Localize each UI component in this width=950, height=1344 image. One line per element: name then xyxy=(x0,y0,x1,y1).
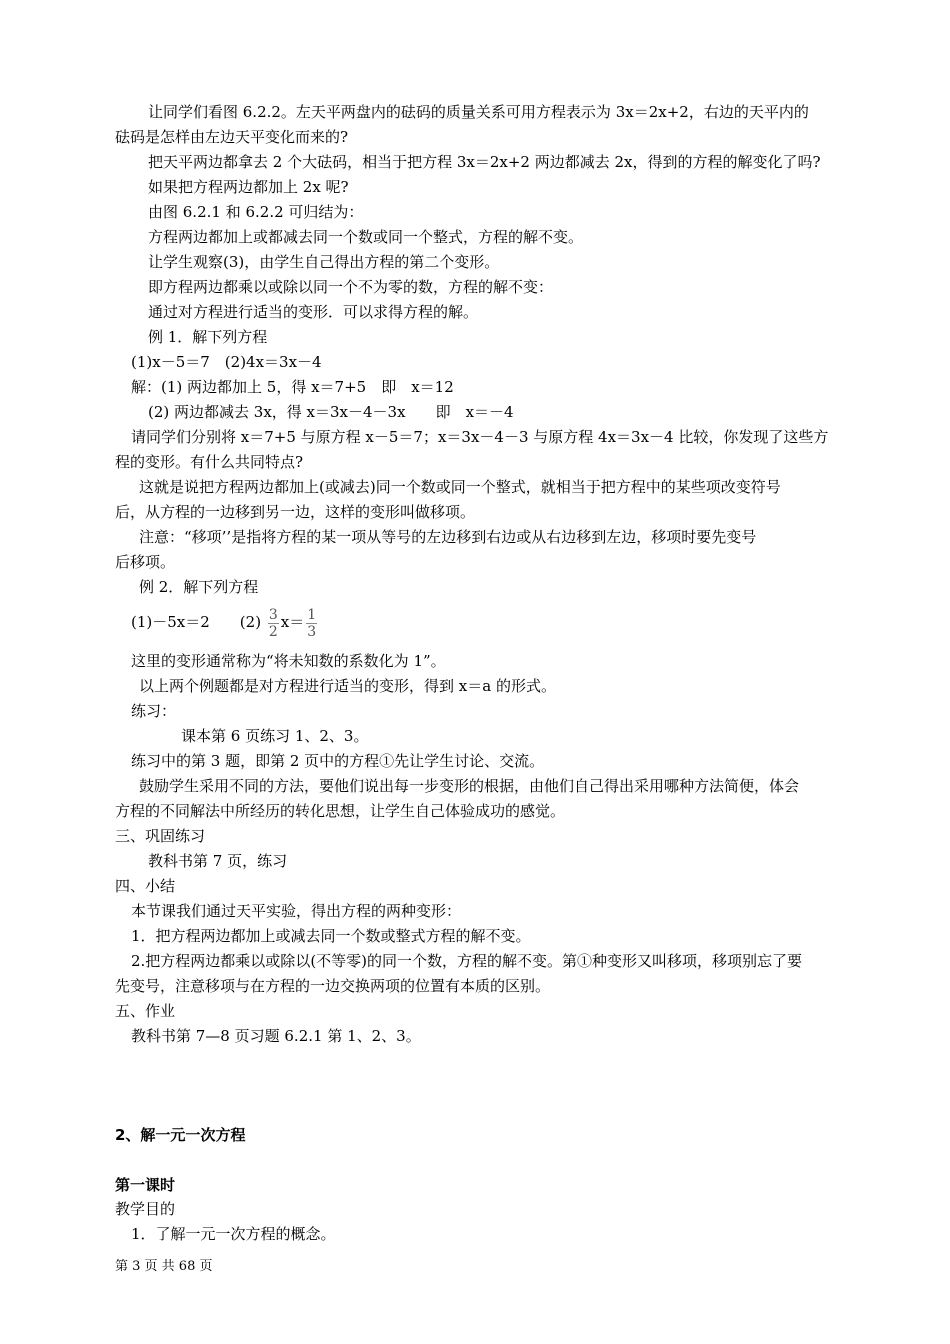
numerator: 3 xyxy=(268,606,278,623)
paragraph-line: 教科书第 7 页，练习 xyxy=(148,852,288,870)
equation-text: x＝ xyxy=(280,613,305,631)
paragraph-line: 练习： xyxy=(131,702,177,720)
paragraph-line: 后，从方程的一边移到另一边，这样的变形叫做移项。 xyxy=(115,503,476,521)
paragraph-line: 通过对方程进行适当的变形．可以求得方程的解。 xyxy=(148,303,479,321)
paragraph-line: 由图 6.2.1 和 6.2.2 可归结为： xyxy=(148,203,364,221)
example-heading: 例 2．解下列方程 xyxy=(139,578,259,596)
paragraph-line: 教学目的 xyxy=(115,1200,176,1218)
fraction-one-third xyxy=(306,607,317,640)
paragraph-line: 1．了解一元一次方程的概念。 xyxy=(131,1225,336,1243)
section-heading: 三、巩固练习 xyxy=(115,827,206,845)
paragraph-line: 这里的变形通常称为“将未知数的系数化为 1”。 xyxy=(131,652,446,670)
paragraph-line: 程的变形。有什么共同特点? xyxy=(115,453,304,471)
paragraph-line: 教科书第 7—8 页习题 6.2.1 第 1、2、3。 xyxy=(131,1027,421,1045)
denominator: 2 xyxy=(268,623,278,640)
solution-line: 解：(1) 两边都加上 5，得 x＝7+5 即 x＝12 xyxy=(131,378,454,396)
paragraph-line: 先变号，注意移项与在方程的一边交换两项的位置有本质的区别。 xyxy=(115,977,551,995)
paragraph-line: 方程两边都加上或都减去同一个数或同一个整式，方程的解不变。 xyxy=(148,228,584,246)
equation-line: (1)x－5＝7 (2)4x＝3x－4 xyxy=(131,353,322,371)
page-footer: 第 3 页 共 68 页 xyxy=(115,1259,213,1274)
paragraph-line: 请同学们分别将 x＝7+5 与原方程 x－5＝7；x＝3x－4－3 与原方程 4x＝3x－4 比较，你发现了这些方 xyxy=(131,428,829,446)
paragraph-line: 课本第 6 页练习 1、2、3。 xyxy=(181,727,369,745)
section-heading: 五、作业 xyxy=(115,1002,176,1020)
paragraph-line: 方程的不同解法中所经历的转化思想，让学生自己体验成功的感觉。 xyxy=(115,802,566,820)
paragraph-line: 如果把方程两边都加上 2x 呢? xyxy=(148,178,349,196)
paragraph-line: 注意：“移项’’是指将方程的某一项从等号的左边移到右边或从右边移到左边，移项时要先变号 xyxy=(139,528,757,546)
example-heading: 例 1．解下列方程 xyxy=(148,328,268,346)
equation-text: (1)－5x＝2 (2) xyxy=(131,613,262,631)
paragraph-line: 本节课我们通过天平实验，得出方程的两种变形： xyxy=(131,902,462,920)
paragraph-line: 1．把方程两边都加上或减去同一个数或整式方程的解不变。 xyxy=(131,927,531,945)
paragraph-line: 让同学们看图 6.2.2。左天平两盘内的砝码的质量关系可用方程表示为 3x＝2x+2，右边的天平内的 xyxy=(148,103,809,121)
paragraph-line: 鼓励学生采用不同的方法，要他们说出每一步变形的根据，由他们自己得出采用哪种方法简便，体会 xyxy=(139,777,800,795)
fraction-equation-line xyxy=(131,604,319,640)
paragraph-line: 练习中的第 3 题，即第 2 页中的方程①先让学生讨论、交流。 xyxy=(131,752,545,770)
paragraph-line: 砝码是怎样由左边天平变化而来的? xyxy=(115,128,349,146)
chapter-heading: 2、解一元一次方程 xyxy=(115,1126,246,1144)
paragraph-line: 后移项。 xyxy=(115,553,176,571)
paragraph-line: 2.把方程两边都乘以或除以(不等零)的同一个数，方程的解不变。第①种变形又叫移项，移项别忘了要 xyxy=(131,952,803,970)
section-heading: 四、小结 xyxy=(115,877,176,895)
solution-line: (2) 两边都减去 3x，得 x＝3x－4－3x 即 x＝－4 xyxy=(148,403,514,421)
denominator: 3 xyxy=(307,623,317,640)
paragraph-line: 即方程两边都乘以或除以同一个不为零的数，方程的解不变： xyxy=(148,278,554,296)
lesson-heading: 第一课时 xyxy=(115,1176,176,1194)
paragraph-line: 把天平两边都拿去 2 个大砝码，相当于把方程 3x＝2x+2 两边都减去 2x，得到的方程的解变化了吗? xyxy=(148,153,821,171)
fraction-three-halves xyxy=(268,607,279,640)
paragraph-line: 让学生观察(3)，由学生自己得出方程的第二个变形。 xyxy=(148,253,500,271)
numerator: 1 xyxy=(307,606,317,623)
paragraph-line: 以上两个例题都是对方程进行适当的变形，得到 x＝a 的形式。 xyxy=(139,677,556,695)
paragraph-line: 这就是说把方程两边都加上(或减去)同一个数或同一个整式，就相当于把方程中的某些项改变符号 xyxy=(139,478,781,496)
